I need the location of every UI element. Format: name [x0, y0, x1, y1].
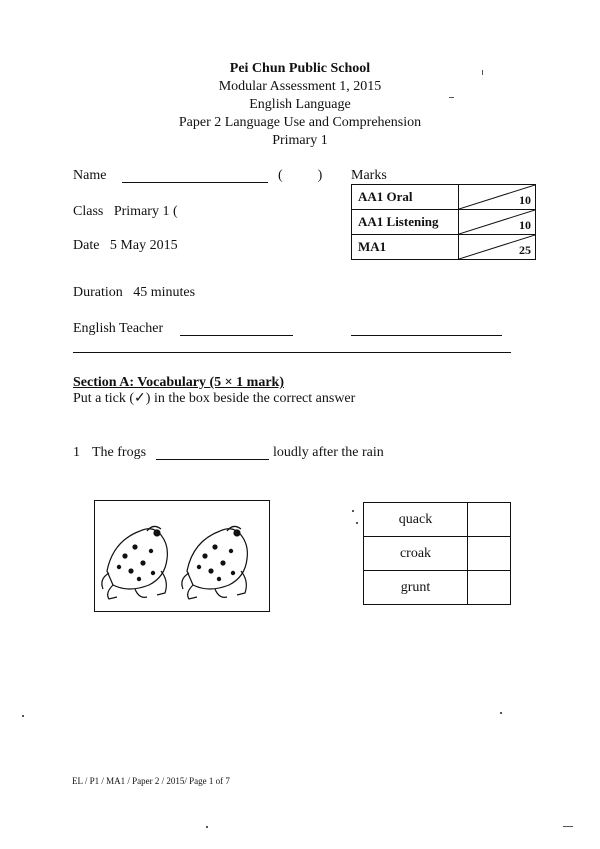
class-label: Class Primary 1 (: [73, 204, 178, 219]
teacher-label: English Teacher: [73, 321, 164, 336]
option-word: grunt: [364, 571, 468, 605]
scan-speck: [356, 522, 358, 524]
paper-title: Paper 2 Language Use and Comprehension: [178, 115, 422, 130]
date-label: Date 5 May 2015: [73, 238, 178, 253]
option-row: [364, 537, 511, 571]
scan-speck: [206, 826, 208, 828]
options-table: [363, 502, 511, 605]
marks-out-of: 25: [519, 243, 531, 257]
level-title: Primary 1: [272, 133, 328, 148]
scan-speck: [500, 712, 502, 714]
scan-speck: [352, 510, 354, 512]
subject-title: English Language: [249, 97, 351, 112]
option-row: [364, 571, 511, 605]
marks-row: [352, 210, 536, 235]
question-text-before: The frogs: [92, 445, 147, 460]
scan-speck: [482, 70, 483, 75]
tick-box[interactable]: [468, 571, 511, 605]
marks-out-of: 10: [519, 218, 531, 232]
teacher-field-line[interactable]: [180, 335, 293, 336]
signature-field-line[interactable]: [351, 335, 502, 336]
option-word: croak: [364, 537, 468, 571]
section-title: Section A: Vocabulary (5 × 1 mark): [73, 375, 284, 390]
duration-label: Duration 45 minutes: [73, 285, 196, 300]
marks-row-label: MA1: [352, 235, 459, 260]
marks-row-label: AA1 Oral: [352, 185, 459, 210]
option-row: [364, 503, 511, 537]
tick-box[interactable]: [468, 537, 511, 571]
marks-title: Marks: [351, 168, 387, 183]
section-instruction: Put a tick (✓) in the box beside the correct answer: [73, 391, 356, 406]
divider: [73, 352, 511, 353]
frog-icon: [102, 526, 168, 599]
marks-row-label: AA1 Listening: [352, 210, 459, 235]
frog-icon: [182, 526, 248, 599]
marks-row: [352, 235, 536, 260]
assessment-title: Modular Assessment 1, 2015: [218, 79, 382, 94]
scan-speck: [449, 97, 454, 98]
tick-box[interactable]: [468, 503, 511, 537]
question-number: 1: [73, 445, 80, 460]
marks-score-cell[interactable]: [459, 210, 536, 235]
name-field-line[interactable]: [122, 182, 268, 183]
marks-table: [351, 184, 536, 260]
two-frogs-illustration-icon: [95, 501, 269, 611]
name-label: Name: [73, 168, 107, 183]
question-text-after: loudly after the rain: [273, 445, 384, 460]
school-name: Pei Chun Public School: [229, 61, 371, 76]
scan-speck: [22, 715, 24, 717]
scan-speck: [563, 826, 573, 827]
marks-score-cell[interactable]: [459, 185, 536, 210]
marks-score-cell[interactable]: [459, 235, 536, 260]
page-footer: EL / P1 / MA1 / Paper 2 / 2015/ Page 1 of 7: [72, 776, 230, 786]
marks-row: [352, 185, 536, 210]
marks-out-of: 10: [519, 193, 531, 207]
index-brackets: ( ): [278, 168, 323, 183]
frogs-image-frame: [94, 500, 270, 612]
option-word: quack: [364, 503, 468, 537]
answer-blank: [156, 459, 269, 460]
